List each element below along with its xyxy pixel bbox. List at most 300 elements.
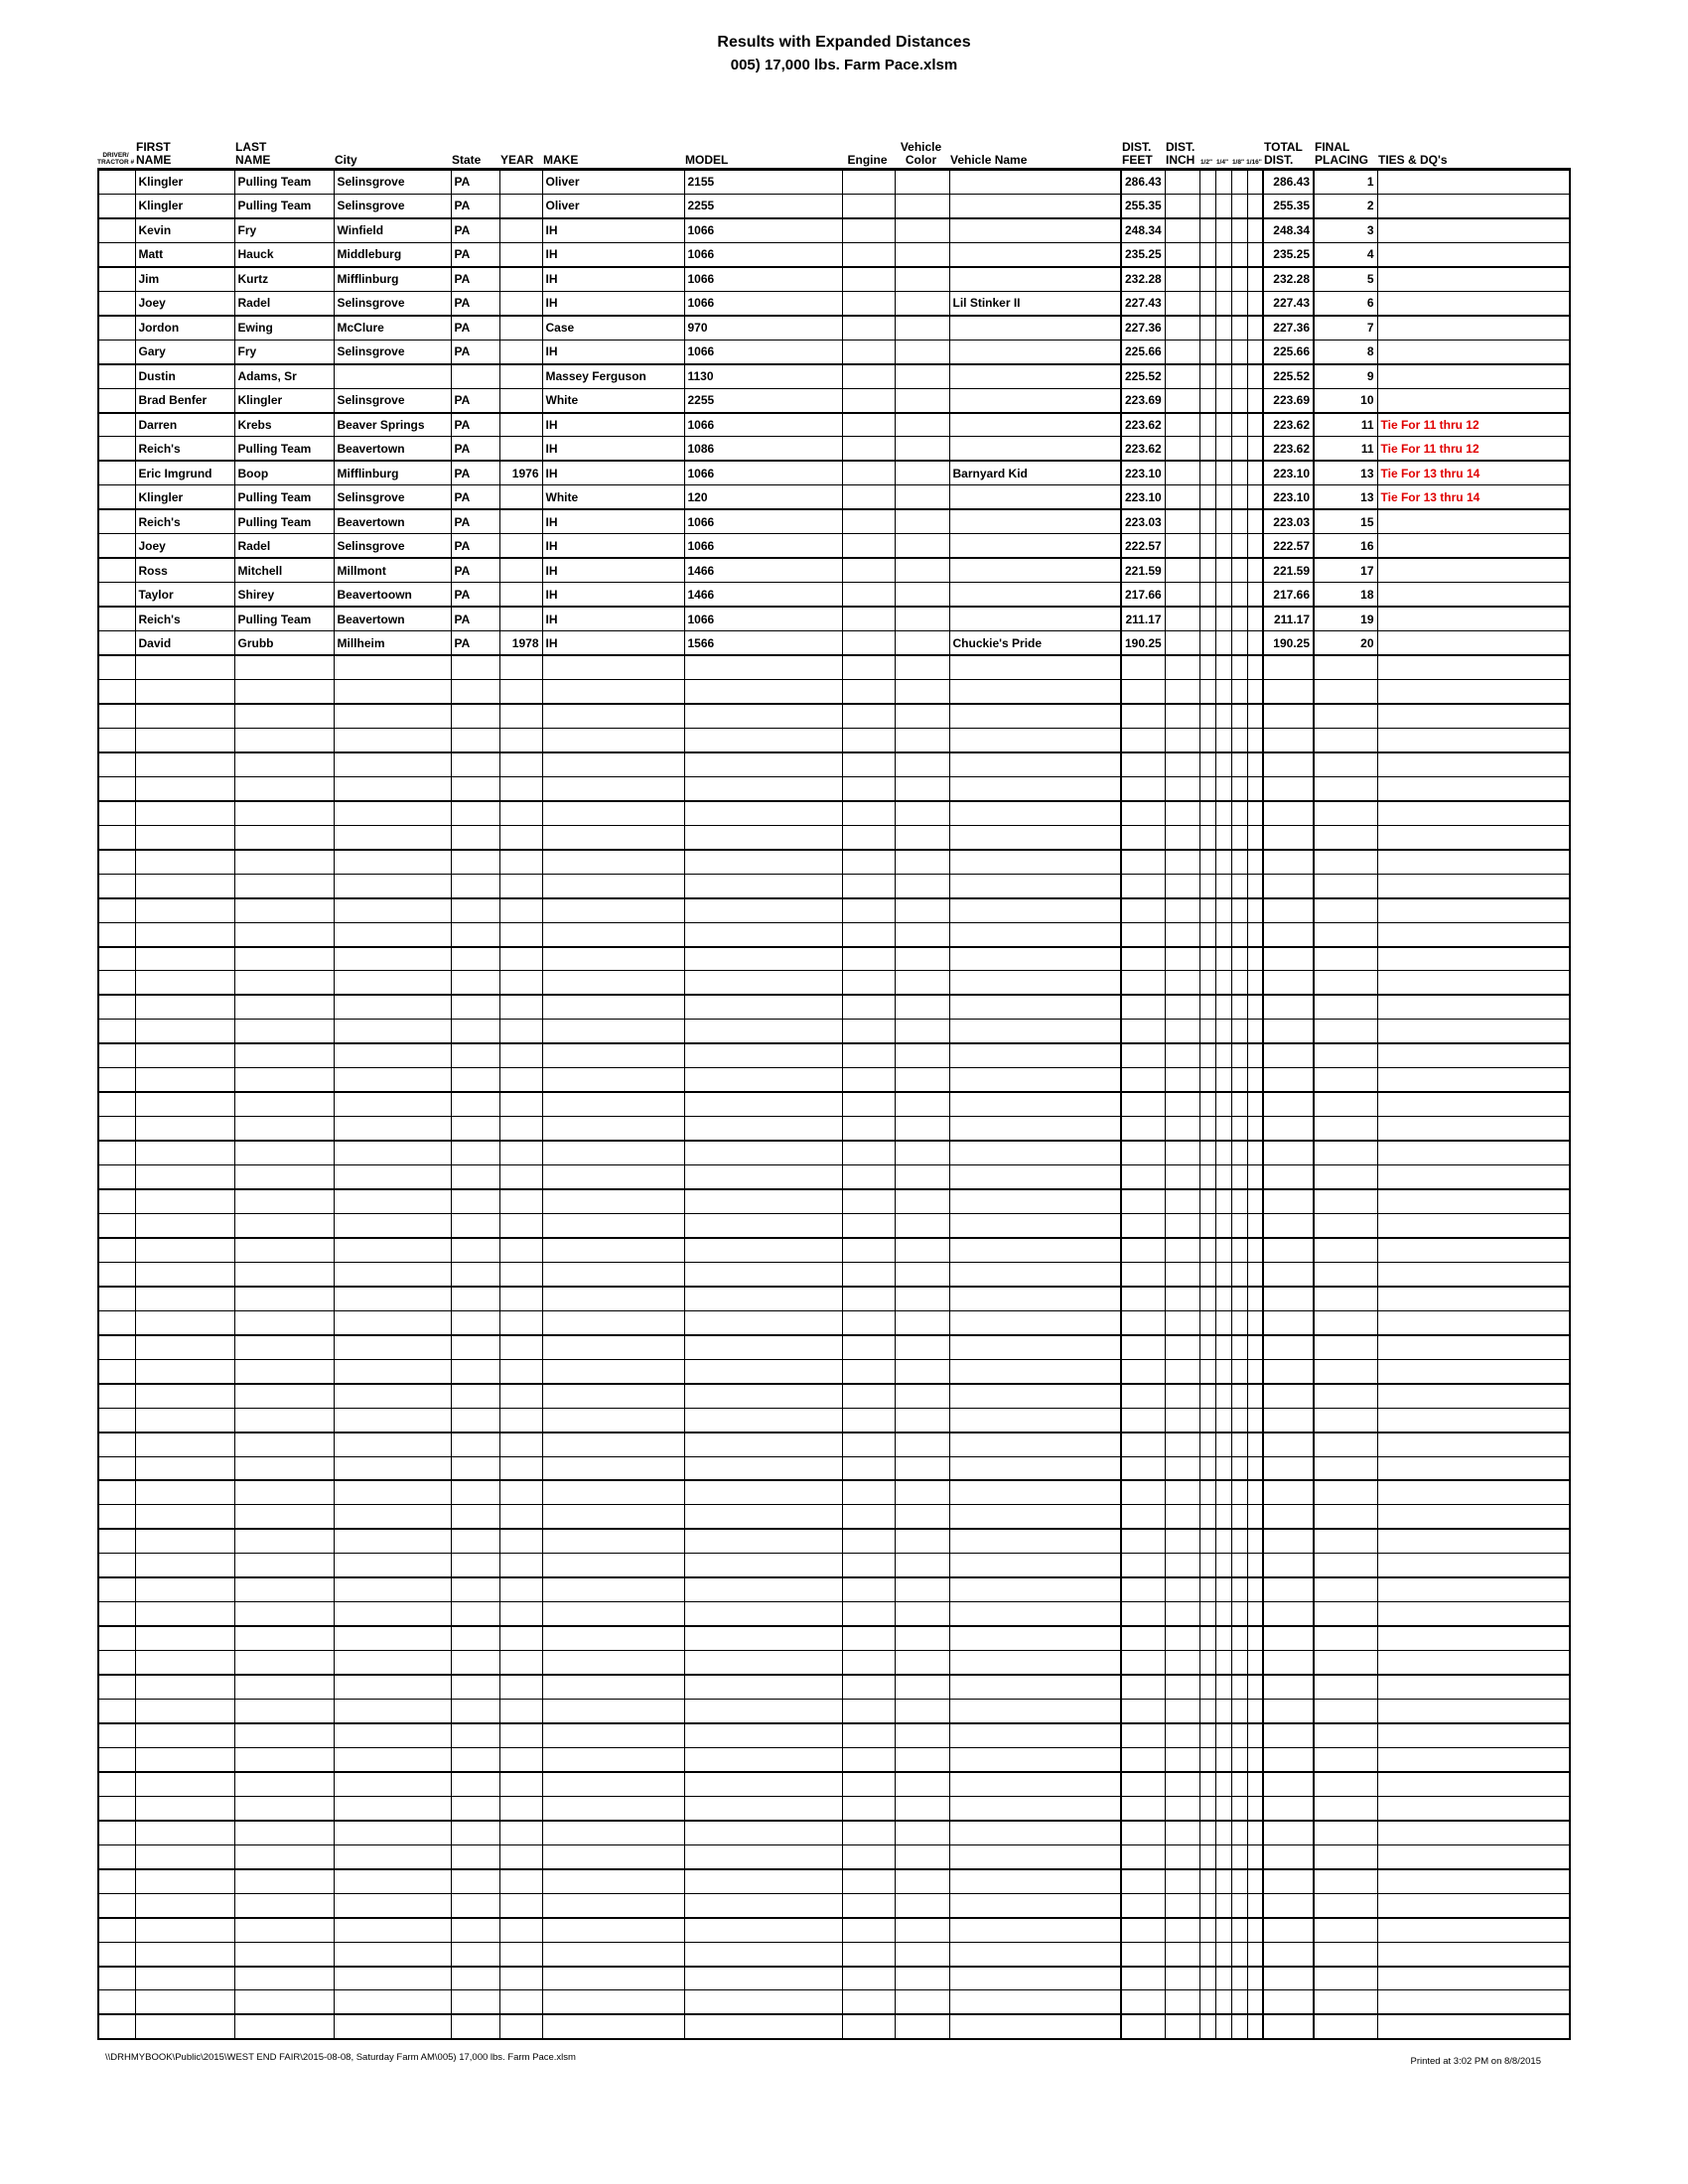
cell-driver-tractor-number (98, 437, 135, 461)
cell-first-name (135, 1262, 234, 1286)
cell-year (499, 1747, 542, 1771)
cell-make: IH (542, 291, 684, 315)
cell-dist-inch (1165, 170, 1199, 195)
cell-dist-inch (1165, 1554, 1199, 1577)
cell-dist-feet (1121, 1869, 1165, 1893)
cell-total-dist: 286.43 (1263, 170, 1314, 195)
cell-driver-tractor-number (98, 461, 135, 484)
cell-final-placing: 6 (1314, 291, 1377, 315)
cell-dist-inch (1165, 1821, 1199, 1844)
cell-eighth-inch (1231, 1554, 1247, 1577)
cell-ties-dqs (1377, 1165, 1570, 1189)
cell-city (334, 1213, 451, 1237)
cell-model (684, 1505, 842, 1529)
cell-ties-dqs (1377, 291, 1570, 315)
cell-dist-inch (1165, 1480, 1199, 1504)
cell-eighth-inch (1231, 1456, 1247, 1480)
cell-first-name (135, 2014, 234, 2039)
cell-quarter-inch (1215, 1990, 1231, 2014)
cell-dist-feet (1121, 1408, 1165, 1432)
cell-final-placing: 11 (1314, 413, 1377, 437)
cell-half-inch (1199, 2014, 1215, 2039)
cell-city: Mifflinburg (334, 461, 451, 484)
cell-vehicle-name (949, 1117, 1121, 1141)
cell-model (684, 922, 842, 946)
cell-last-name (234, 1043, 334, 1067)
cell-ties-dqs (1377, 947, 1570, 971)
cell-vehicle-name (949, 364, 1121, 388)
cell-half-inch (1199, 825, 1215, 849)
cell-sixteenth-inch (1247, 1335, 1263, 1359)
cell-dist-feet (1121, 1772, 1165, 1796)
cell-dist-feet (1121, 1068, 1165, 1092)
cell-state (451, 1626, 499, 1650)
cell-year (499, 170, 542, 195)
cell-year (499, 1165, 542, 1189)
cell-half-inch (1199, 1238, 1215, 1262)
cell-first-name: Eric Imgrund (135, 461, 234, 484)
cell-city (334, 922, 451, 946)
cell-ties-dqs (1377, 752, 1570, 776)
cell-engine (842, 947, 895, 971)
cell-model (684, 1189, 842, 1213)
cell-dist-feet: 227.36 (1121, 316, 1165, 340)
cell-model: 1066 (684, 509, 842, 533)
cell-final-placing: 15 (1314, 509, 1377, 533)
cell-quarter-inch (1215, 922, 1231, 946)
cell-half-inch (1199, 583, 1215, 607)
cell-vehicle-name (949, 485, 1121, 509)
cell-last-name (234, 1165, 334, 1189)
cell-total-dist: 190.25 (1263, 631, 1314, 655)
cell-ties-dqs (1377, 583, 1570, 607)
cell-first-name (135, 1238, 234, 1262)
cell-ties-dqs (1377, 1310, 1570, 1334)
cell-quarter-inch (1215, 655, 1231, 679)
cell-city (334, 1893, 451, 1917)
cell-vehicle-color (895, 655, 949, 679)
cell-final-placing (1314, 922, 1377, 946)
cell-quarter-inch (1215, 388, 1231, 412)
cell-ties-dqs (1377, 704, 1570, 728)
cell-first-name (135, 898, 234, 922)
cell-sixteenth-inch (1247, 1844, 1263, 1868)
cell-eighth-inch (1231, 1796, 1247, 1820)
cell-quarter-inch (1215, 1043, 1231, 1067)
cell-vehicle-color (895, 1529, 949, 1553)
cell-sixteenth-inch (1247, 971, 1263, 995)
col-header-half-inch: 1/2" (1199, 159, 1213, 166)
cell-state (451, 1262, 499, 1286)
cell-quarter-inch (1215, 1651, 1231, 1675)
cell-final-placing (1314, 728, 1377, 751)
cell-state (451, 1433, 499, 1456)
cell-quarter-inch (1215, 1796, 1231, 1820)
cell-sixteenth-inch (1247, 583, 1263, 607)
report-subtitle: 005) 17,000 lbs. Farm Pace.xlsm (730, 57, 958, 73)
cell-eighth-inch (1231, 1165, 1247, 1189)
cell-sixteenth-inch (1247, 1675, 1263, 1699)
cell-first-name (135, 1213, 234, 1237)
cell-year (499, 1723, 542, 1747)
cell-make (542, 1480, 684, 1504)
cell-dist-feet: 222.57 (1121, 534, 1165, 558)
cell-city (334, 898, 451, 922)
cell-final-placing (1314, 1554, 1377, 1577)
cell-vehicle-name (949, 801, 1121, 825)
cell-eighth-inch (1231, 194, 1247, 217)
results-table (97, 141, 1569, 2040)
empty-row (98, 995, 1570, 1019)
cell-dist-feet (1121, 1310, 1165, 1334)
cell-half-inch (1199, 1020, 1215, 1043)
cell-first-name (135, 1626, 234, 1650)
cell-state (451, 364, 499, 388)
cell-state: PA (451, 267, 499, 291)
cell-ties-dqs (1377, 1213, 1570, 1237)
cell-model (684, 752, 842, 776)
cell-quarter-inch (1215, 340, 1231, 363)
cell-quarter-inch (1215, 267, 1231, 291)
cell-first-name (135, 1990, 234, 2014)
cell-first-name (135, 1433, 234, 1456)
empty-row (98, 1554, 1570, 1577)
empty-row (98, 1238, 1570, 1262)
empty-row (98, 825, 1570, 849)
cell-vehicle-color (895, 728, 949, 751)
cell-last-name (234, 801, 334, 825)
empty-row (98, 1262, 1570, 1286)
cell-last-name (234, 874, 334, 897)
cell-make (542, 1967, 684, 1990)
cell-dist-feet: 211.17 (1121, 607, 1165, 630)
cell-engine (842, 170, 895, 195)
cell-driver-tractor-number (98, 1990, 135, 2014)
cell-dist-feet (1121, 922, 1165, 946)
cell-vehicle-name (949, 2014, 1121, 2039)
cell-city (334, 1990, 451, 2014)
cell-ties-dqs (1377, 1092, 1570, 1116)
cell-total-dist (1263, 1384, 1314, 1408)
cell-first-name (135, 1310, 234, 1334)
cell-last-name (234, 1772, 334, 1796)
cell-quarter-inch (1215, 1117, 1231, 1141)
cell-eighth-inch (1231, 1238, 1247, 1262)
cell-ties-dqs (1377, 1480, 1570, 1504)
cell-model (684, 1990, 842, 2014)
cell-first-name: Klingler (135, 170, 234, 195)
cell-total-dist: 232.28 (1263, 267, 1314, 291)
cell-dist-inch (1165, 1262, 1199, 1286)
cell-dist-feet (1121, 1456, 1165, 1480)
cell-half-inch (1199, 388, 1215, 412)
cell-total-dist (1263, 704, 1314, 728)
cell-half-inch (1199, 1359, 1215, 1383)
cell-engine (842, 1700, 895, 1723)
cell-quarter-inch (1215, 1772, 1231, 1796)
cell-engine (842, 388, 895, 412)
cell-driver-tractor-number (98, 1287, 135, 1310)
cell-sixteenth-inch (1247, 1893, 1263, 1917)
empty-row (98, 1213, 1570, 1237)
cell-first-name: Jordon (135, 316, 234, 340)
table-row (98, 437, 1570, 461)
cell-quarter-inch (1215, 971, 1231, 995)
cell-half-inch (1199, 316, 1215, 340)
cell-model (684, 1456, 842, 1480)
cell-city: Selinsgrove (334, 534, 451, 558)
cell-engine (842, 194, 895, 217)
cell-engine (842, 1384, 895, 1408)
cell-final-placing (1314, 1456, 1377, 1480)
cell-first-name (135, 1505, 234, 1529)
cell-first-name: Taylor (135, 583, 234, 607)
cell-last-name: Hauck (234, 242, 334, 266)
empty-row (98, 922, 1570, 946)
cell-city (334, 1238, 451, 1262)
cell-eighth-inch (1231, 1384, 1247, 1408)
cell-vehicle-color (895, 898, 949, 922)
cell-dist-inch (1165, 1967, 1199, 1990)
cell-dist-inch (1165, 1043, 1199, 1067)
cell-driver-tractor-number (98, 413, 135, 437)
cell-last-name (234, 752, 334, 776)
cell-dist-feet (1121, 1480, 1165, 1504)
empty-row (98, 1893, 1570, 1917)
cell-eighth-inch (1231, 1747, 1247, 1771)
cell-half-inch (1199, 534, 1215, 558)
cell-quarter-inch (1215, 1408, 1231, 1432)
cell-quarter-inch (1215, 1359, 1231, 1383)
cell-ties-dqs (1377, 1675, 1570, 1699)
cell-sixteenth-inch (1247, 995, 1263, 1019)
cell-quarter-inch (1215, 1480, 1231, 1504)
cell-year (499, 898, 542, 922)
cell-city: Selinsgrove (334, 291, 451, 315)
cell-dist-inch (1165, 461, 1199, 484)
cell-state: PA (451, 607, 499, 630)
cell-half-inch (1199, 1723, 1215, 1747)
cell-model: 970 (684, 316, 842, 340)
cell-first-name (135, 1723, 234, 1747)
col-header-last-name: LAST NAME (235, 141, 271, 167)
cell-half-inch (1199, 655, 1215, 679)
cell-total-dist (1263, 1700, 1314, 1723)
cell-vehicle-color (895, 1723, 949, 1747)
empty-row (98, 1020, 1570, 1043)
cell-sixteenth-inch (1247, 1456, 1263, 1480)
cell-first-name (135, 1796, 234, 1820)
cell-last-name (234, 1942, 334, 1966)
cell-year (499, 1893, 542, 1917)
cell-state (451, 801, 499, 825)
cell-ties-dqs (1377, 340, 1570, 363)
cell-last-name (234, 1480, 334, 1504)
cell-vehicle-color (895, 170, 949, 195)
cell-total-dist (1263, 947, 1314, 971)
cell-engine (842, 413, 895, 437)
cell-sixteenth-inch (1247, 1384, 1263, 1408)
cell-year (499, 704, 542, 728)
cell-ties-dqs (1377, 1577, 1570, 1601)
cell-state (451, 971, 499, 995)
cell-vehicle-color (895, 1747, 949, 1771)
cell-year (499, 340, 542, 363)
cell-final-placing (1314, 1310, 1377, 1334)
empty-row (98, 1092, 1570, 1116)
cell-last-name (234, 1335, 334, 1359)
cell-first-name (135, 1335, 234, 1359)
cell-sixteenth-inch (1247, 170, 1263, 195)
cell-half-inch (1199, 242, 1215, 266)
cell-driver-tractor-number (98, 801, 135, 825)
cell-vehicle-name (949, 1796, 1121, 1820)
cell-state: PA (451, 631, 499, 655)
cell-half-inch (1199, 1893, 1215, 1917)
cell-vehicle-color (895, 1384, 949, 1408)
cell-make (542, 1626, 684, 1650)
cell-last-name (234, 922, 334, 946)
cell-engine (842, 631, 895, 655)
col-header-total-dist: TOTAL DIST. (1264, 141, 1303, 167)
cell-state: PA (451, 316, 499, 340)
cell-dist-inch (1165, 194, 1199, 217)
cell-sixteenth-inch (1247, 1651, 1263, 1675)
empty-row (98, 1602, 1570, 1626)
cell-engine (842, 2014, 895, 2039)
cell-model (684, 1772, 842, 1796)
cell-vehicle-name (949, 922, 1121, 946)
cell-dist-inch (1165, 1505, 1199, 1529)
cell-total-dist (1263, 1723, 1314, 1747)
cell-quarter-inch (1215, 1821, 1231, 1844)
cell-sixteenth-inch (1247, 194, 1263, 217)
cell-year (499, 1287, 542, 1310)
cell-dist-inch (1165, 704, 1199, 728)
cell-dist-feet (1121, 995, 1165, 1019)
col-header-dist-inch: DIST. INCH (1166, 141, 1196, 167)
empty-row (98, 1310, 1570, 1334)
cell-first-name: Joey (135, 534, 234, 558)
cell-vehicle-color (895, 1068, 949, 1092)
cell-eighth-inch (1231, 850, 1247, 874)
cell-first-name (135, 1772, 234, 1796)
cell-model: 2155 (684, 170, 842, 195)
cell-sixteenth-inch (1247, 1602, 1263, 1626)
cell-model (684, 1433, 842, 1456)
cell-dist-feet (1121, 655, 1165, 679)
cell-eighth-inch (1231, 1675, 1247, 1699)
cell-vehicle-color (895, 752, 949, 776)
cell-final-placing (1314, 1675, 1377, 1699)
cell-sixteenth-inch (1247, 680, 1263, 704)
cell-first-name: Reich's (135, 607, 234, 630)
cell-eighth-inch (1231, 1335, 1247, 1359)
cell-make (542, 1165, 684, 1189)
cell-eighth-inch (1231, 170, 1247, 195)
cell-driver-tractor-number (98, 971, 135, 995)
cell-ties-dqs (1377, 825, 1570, 849)
cell-vehicle-name (949, 947, 1121, 971)
cell-quarter-inch (1215, 534, 1231, 558)
cell-total-dist (1263, 1408, 1314, 1432)
cell-half-inch (1199, 1117, 1215, 1141)
cell-vehicle-color (895, 631, 949, 655)
cell-eighth-inch (1231, 461, 1247, 484)
cell-quarter-inch (1215, 1165, 1231, 1189)
cell-quarter-inch (1215, 1310, 1231, 1334)
cell-last-name (234, 776, 334, 800)
cell-eighth-inch (1231, 437, 1247, 461)
cell-make (542, 1456, 684, 1480)
cell-state: PA (451, 583, 499, 607)
cell-eighth-inch (1231, 655, 1247, 679)
cell-vehicle-name (949, 1772, 1121, 1796)
cell-dist-feet (1121, 1675, 1165, 1699)
cell-last-name (234, 1068, 334, 1092)
cell-vehicle-color (895, 1869, 949, 1893)
cell-dist-feet: 223.62 (1121, 437, 1165, 461)
cell-make (542, 704, 684, 728)
cell-model (684, 655, 842, 679)
cell-ties-dqs: Tie For 13 thru 14 (1377, 485, 1570, 509)
cell-model (684, 971, 842, 995)
cell-driver-tractor-number (98, 1092, 135, 1116)
cell-final-placing: 5 (1314, 267, 1377, 291)
cell-vehicle-name (949, 1238, 1121, 1262)
cell-state (451, 1577, 499, 1601)
cell-vehicle-name (949, 1141, 1121, 1164)
cell-last-name: Shirey (234, 583, 334, 607)
cell-last-name (234, 1433, 334, 1456)
cell-sixteenth-inch (1247, 316, 1263, 340)
cell-vehicle-name (949, 1577, 1121, 1601)
cell-sixteenth-inch (1247, 728, 1263, 751)
cell-eighth-inch (1231, 1433, 1247, 1456)
cell-engine (842, 267, 895, 291)
cell-half-inch (1199, 850, 1215, 874)
cell-city (334, 1262, 451, 1286)
cell-engine (842, 291, 895, 315)
cell-city (334, 1165, 451, 1189)
empty-row (98, 1700, 1570, 1723)
cell-last-name (234, 1821, 334, 1844)
cell-dist-feet (1121, 1990, 1165, 2014)
cell-quarter-inch (1215, 1384, 1231, 1408)
cell-dist-inch (1165, 1310, 1199, 1334)
cell-half-inch (1199, 267, 1215, 291)
table-row (98, 291, 1570, 315)
cell-vehicle-name (949, 1723, 1121, 1747)
cell-state (451, 1990, 499, 2014)
cell-driver-tractor-number (98, 752, 135, 776)
cell-total-dist: 248.34 (1263, 218, 1314, 242)
cell-driver-tractor-number (98, 1651, 135, 1675)
cell-dist-feet (1121, 1942, 1165, 1966)
cell-driver-tractor-number (98, 1043, 135, 1067)
cell-eighth-inch (1231, 1772, 1247, 1796)
cell-model: 1066 (684, 534, 842, 558)
cell-city (334, 1796, 451, 1820)
cell-first-name (135, 680, 234, 704)
cell-dist-feet (1121, 1700, 1165, 1723)
cell-final-placing (1314, 898, 1377, 922)
cell-dist-feet (1121, 1092, 1165, 1116)
cell-total-dist (1263, 1821, 1314, 1844)
cell-first-name (135, 1408, 234, 1432)
results-table-grid (97, 168, 1571, 2040)
cell-dist-inch (1165, 583, 1199, 607)
